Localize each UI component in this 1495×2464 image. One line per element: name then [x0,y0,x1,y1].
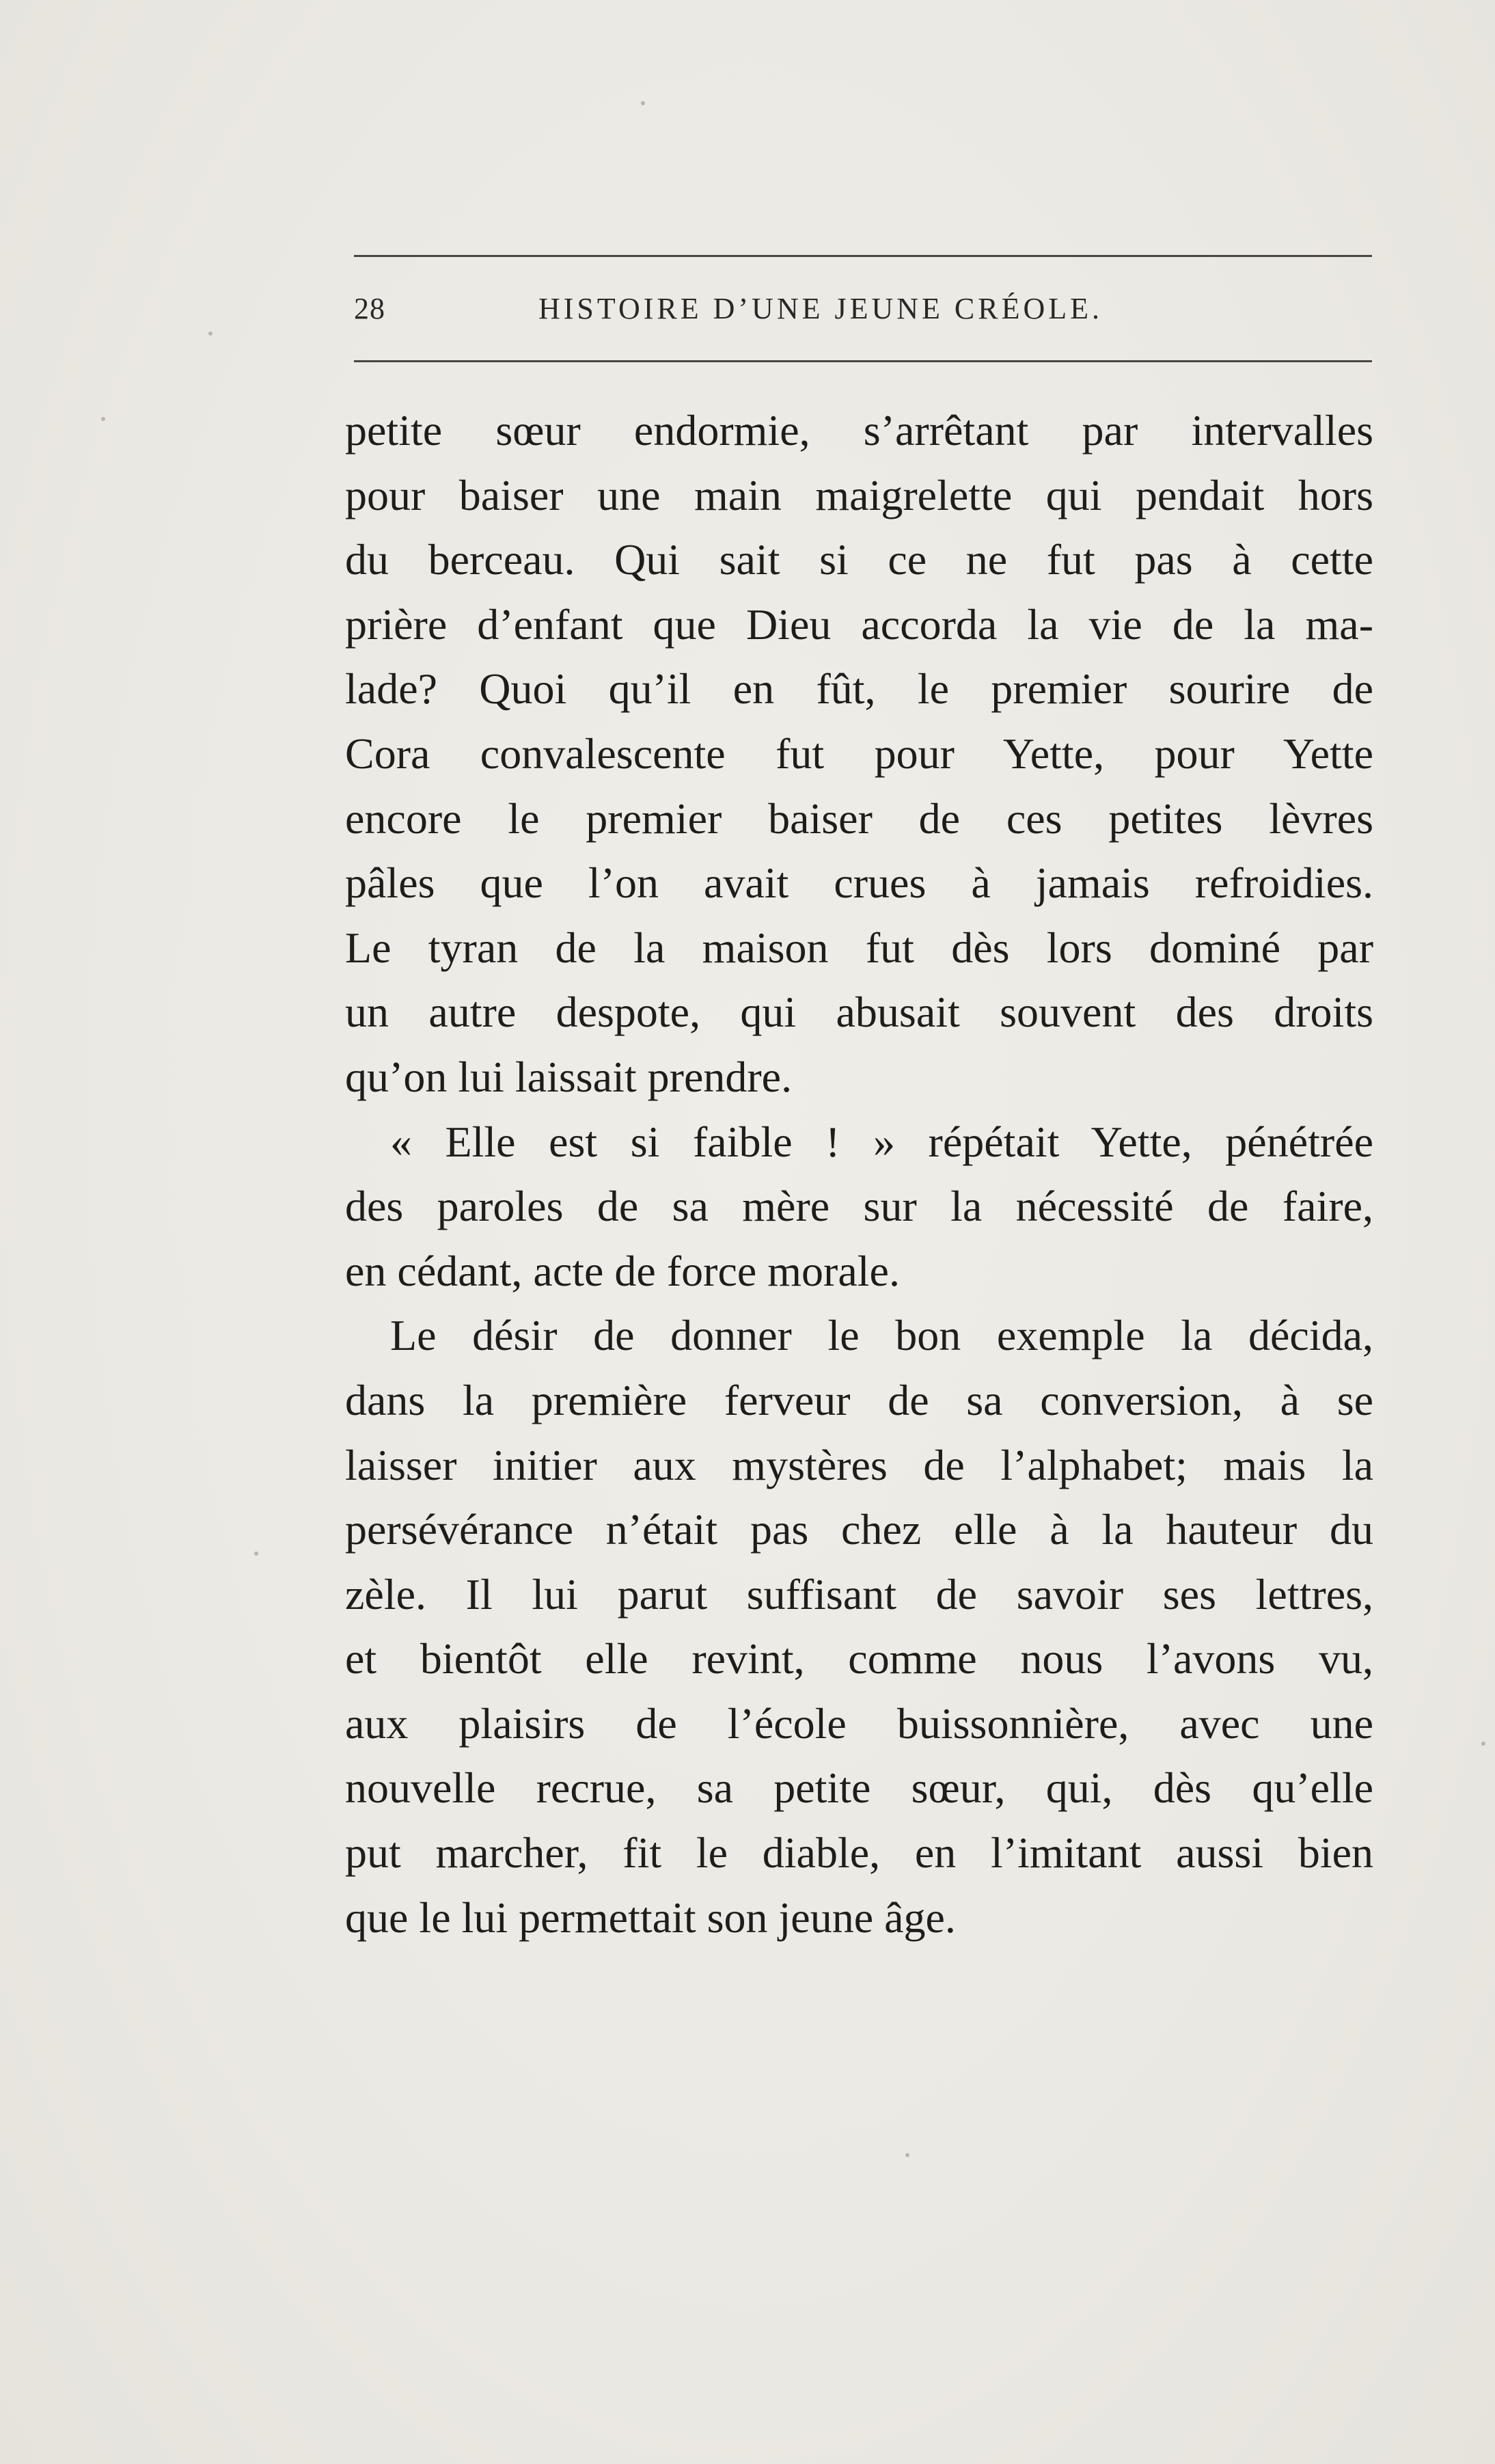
text-line: des paroles de sa mère sur la nécessité de faire, [345,1182,1373,1231]
body-text [345,398,1373,1950]
text-line: lade? Quoi qu’il en fût, le premier sourire de [345,664,1373,714]
text-line: et bientôt elle revint, comme nous l’avons vu, [345,1634,1373,1683]
paper-speck [254,1552,258,1556]
text-line: pour baiser une main maigrelette qui pendait hors [345,470,1373,519]
text-line: aux plaisirs de l’école buissonnière, avec une [345,1698,1373,1748]
text-line: en cédant, acte de force morale. [345,1246,900,1295]
running-head [354,279,1372,340]
text-line: « Elle est si faible ! » répétait Yette, pénétrée [390,1117,1373,1166]
header-bottom-rule [354,360,1372,362]
text-line: encore le premier baiser de ces petites lèvres [345,794,1373,843]
text-line: Le désir de donner le bon exemple la décida, [390,1311,1373,1360]
text-line: qu’on lui laissait prendre. [345,1052,793,1101]
text-line: Le tyran de la maison fut dès lors dominé par [345,923,1373,972]
page-number: 28 [354,292,385,325]
paper-speck [641,101,645,105]
text-line: du berceau. Qui sait si ce ne fut pas à cette [345,535,1373,584]
text-line: Cora convalescente fut pour Yette, pour Yette [345,729,1373,778]
text-line: un autre despote, qui abusait souvent des droits [345,988,1373,1037]
text-line: persévérance n’était pas chez elle à la hauteur du [345,1505,1373,1554]
paper-speck [101,417,105,421]
text-line: put marcher, fit le diable, en l’imitant aussi bien [345,1828,1373,1878]
running-title: HISTOIRE D’UNE JEUNE CRÉOLE. [538,292,1103,325]
header-top-rule [354,255,1372,257]
text-line: prière d’enfant que Dieu accorda la vie de la ma- [345,599,1373,649]
paper-speck [208,331,212,336]
text-line: que le lui permettait son jeune âge. [345,1893,956,1942]
text-line: nouvelle recrue, sa petite sœur, qui, dès qu’elle [345,1763,1373,1813]
paper-speck [905,2153,909,2157]
paper-speck [1481,1742,1485,1746]
text-line: zèle. Il lui parut suffisant de savoir ses lettres, [345,1569,1373,1619]
text-line: dans la première ferveur de sa conversion, à se [345,1375,1373,1424]
text-line: petite sœur endormie, s’arrêtant par intervalles [345,406,1373,455]
text-line: laisser initier aux mystères de l’alphabet; mais la [345,1440,1373,1489]
text-line: pâles que l’on avait crues à jamais refroidies. [345,858,1373,908]
